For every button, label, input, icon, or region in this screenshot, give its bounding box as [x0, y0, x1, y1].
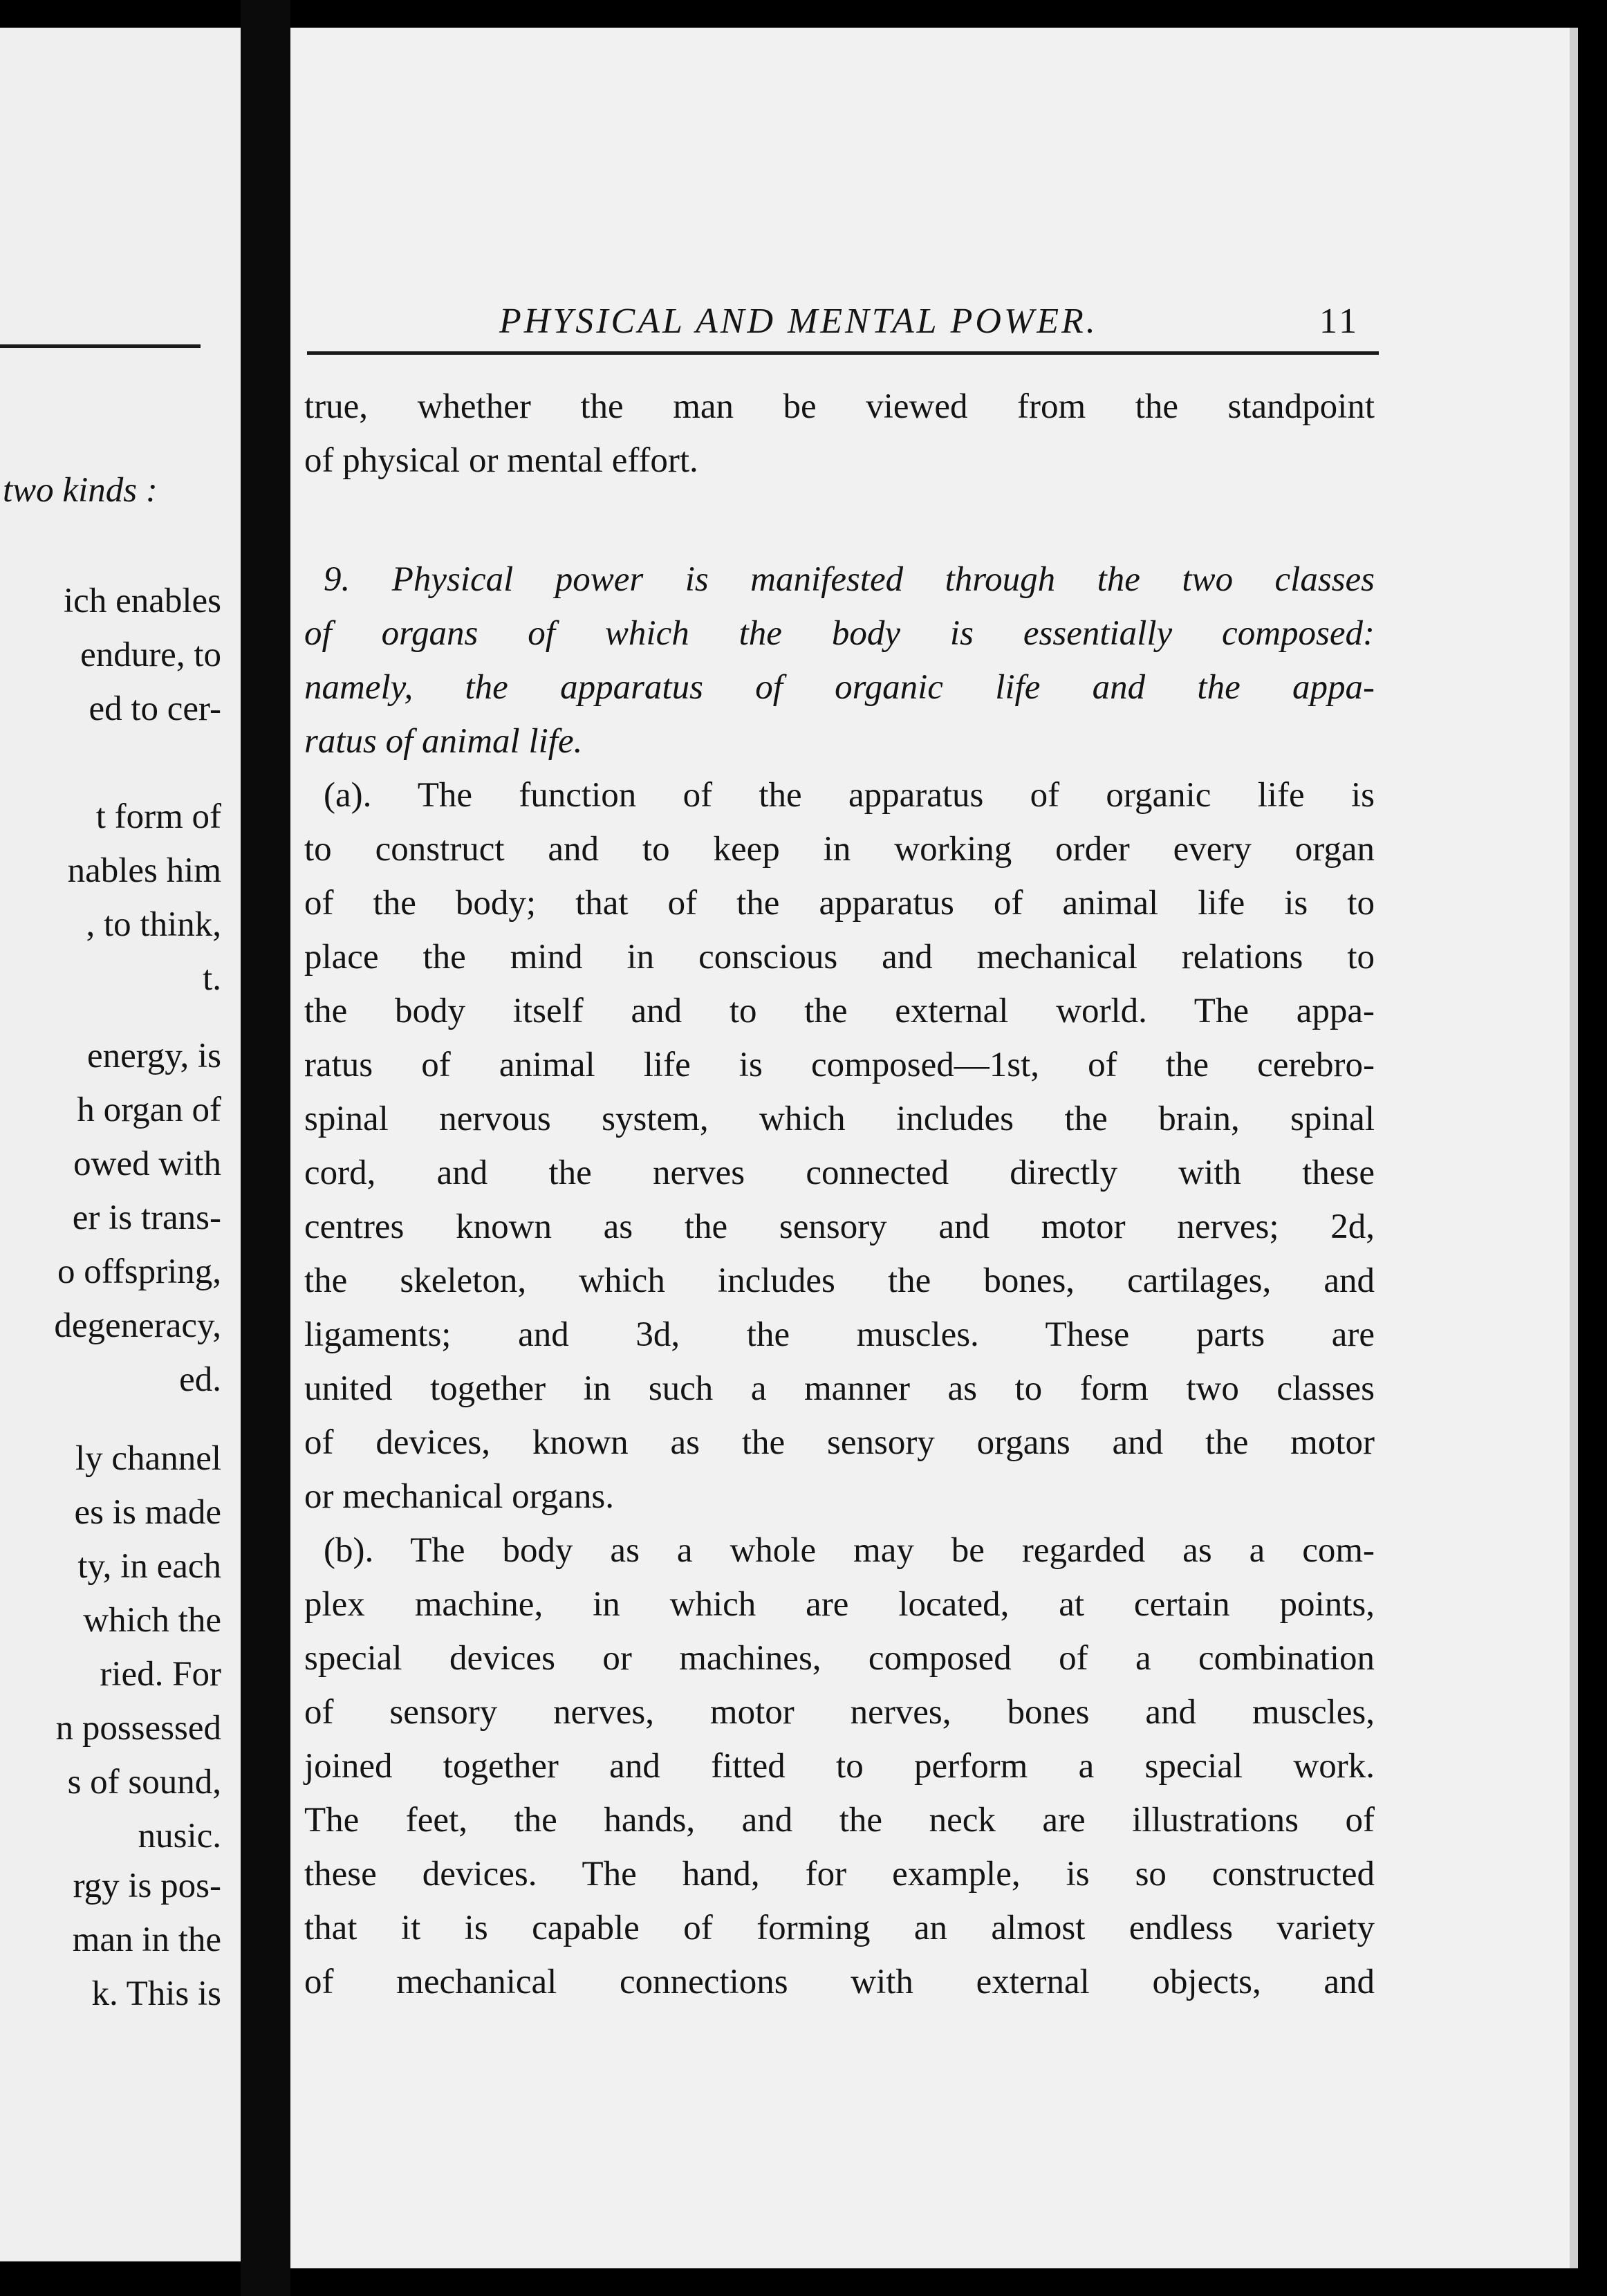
text-line: spinal nervous system, which includes the brain, spinal — [304, 1100, 1375, 1138]
body-text — [290, 28, 1570, 2268]
previous-page-line: nables him — [67, 851, 221, 890]
text-line: the body itself and to the external world. The appa- — [304, 992, 1375, 1030]
previous-page-line: ed. — [179, 1360, 221, 1399]
text-line: united together in such a manner as to form two classes — [304, 1369, 1375, 1408]
running-head: PHYSICAL AND MENTAL POWER. — [499, 302, 1098, 341]
previous-page-line: n possessed — [55, 1709, 221, 1748]
text-line: cord, and the nerves connected directly with these — [304, 1154, 1375, 1192]
text-line: true, whether the man be viewed from the standpoint — [304, 387, 1375, 426]
text-line: centres known as the sensory and motor nerves; 2d, — [304, 1207, 1375, 1246]
text-line: or mechanical organs. — [304, 1477, 614, 1516]
text-line: of mechanical connections with external objects, and — [304, 1963, 1375, 2001]
previous-page-line: es is made — [74, 1493, 221, 1532]
text-line: that it is capable of forming an almost endless variety — [304, 1909, 1375, 1947]
text-line: plex machine, in which are located, at certain points, — [304, 1585, 1375, 1624]
page-number: 11 — [1319, 302, 1360, 341]
previous-page-fragment — [0, 28, 241, 2261]
text-line: of sensory nerves, motor nerves, bones and muscles, — [304, 1693, 1375, 1732]
previous-page-line: o offspring, — [57, 1252, 221, 1291]
text-line: these devices. The hand, for example, is so constructed — [304, 1855, 1375, 1894]
page-edge — [1570, 28, 1578, 2268]
text-line: of organs of which the body is essentially composed: — [304, 614, 1375, 653]
text-line: 9. Physical power is manifested through the two classes — [324, 560, 1375, 599]
book-gutter — [241, 0, 290, 2296]
text-line: (a). The function of the apparatus of organic life is — [324, 776, 1375, 815]
previous-page-line: degeneracy, — [54, 1306, 221, 1345]
previous-page-line: t. — [203, 959, 221, 998]
text-line: ligaments; and 3d, the muscles. These parts are — [304, 1315, 1375, 1354]
previous-page-line: ty, in each — [77, 1547, 221, 1586]
text-line: (b). The body as a whole may be regarded as a com- — [324, 1531, 1375, 1570]
page — [290, 28, 1570, 2268]
previous-page-line: man in the — [72, 1920, 221, 1959]
previous-page-line: nusic. — [138, 1817, 221, 1855]
previous-page-line: s of sound, — [67, 1763, 221, 1802]
text-line: special devices or machines, composed of a combination — [304, 1639, 1375, 1678]
previous-page-line: ed to cer- — [89, 689, 221, 728]
text-line: of the body; that of the apparatus of animal life is to — [304, 884, 1375, 923]
text-line: ratus of animal life is composed—1st, of the cerebro- — [304, 1046, 1375, 1084]
text-line: The feet, the hands, and the neck are illustrations of — [304, 1801, 1375, 1840]
text-line: joined together and fitted to perform a special work. — [304, 1747, 1375, 1786]
text-line: of devices, known as the sensory organs and the motor — [304, 1423, 1375, 1462]
text-line: to construct and to keep in working order every organ — [304, 830, 1375, 869]
previous-page-line: endure, to — [80, 636, 221, 674]
previous-page-line: two kinds : — [3, 471, 158, 510]
previous-page-line: , to think, — [86, 905, 221, 944]
text-line: ratus of animal life. — [304, 722, 583, 761]
previous-page-line: rgy is pos- — [73, 1867, 221, 1905]
text-line: namely, the apparatus of organic life and the appa- — [304, 668, 1375, 707]
previous-page-line: ried. For — [100, 1655, 221, 1694]
text-line: of physical or mental effort. — [304, 441, 698, 480]
previous-page-line: er is trans- — [72, 1198, 221, 1237]
previous-page-header-rule — [0, 344, 201, 348]
previous-page-line: k. This is — [91, 1974, 221, 2013]
previous-page-line: owed with — [73, 1145, 221, 1183]
previous-page-line: ich enables — [64, 582, 221, 620]
previous-page-line: t form of — [95, 797, 221, 836]
previous-page-line: energy, is — [86, 1037, 221, 1075]
previous-page-line: which the — [83, 1601, 221, 1640]
text-line: place the mind in conscious and mechanical relations to — [304, 938, 1375, 976]
text-line: the skeleton, which includes the bones, cartilages, and — [304, 1261, 1375, 1300]
previous-page-line: h organ of — [77, 1091, 221, 1129]
previous-page-line: ly channel — [75, 1439, 221, 1478]
